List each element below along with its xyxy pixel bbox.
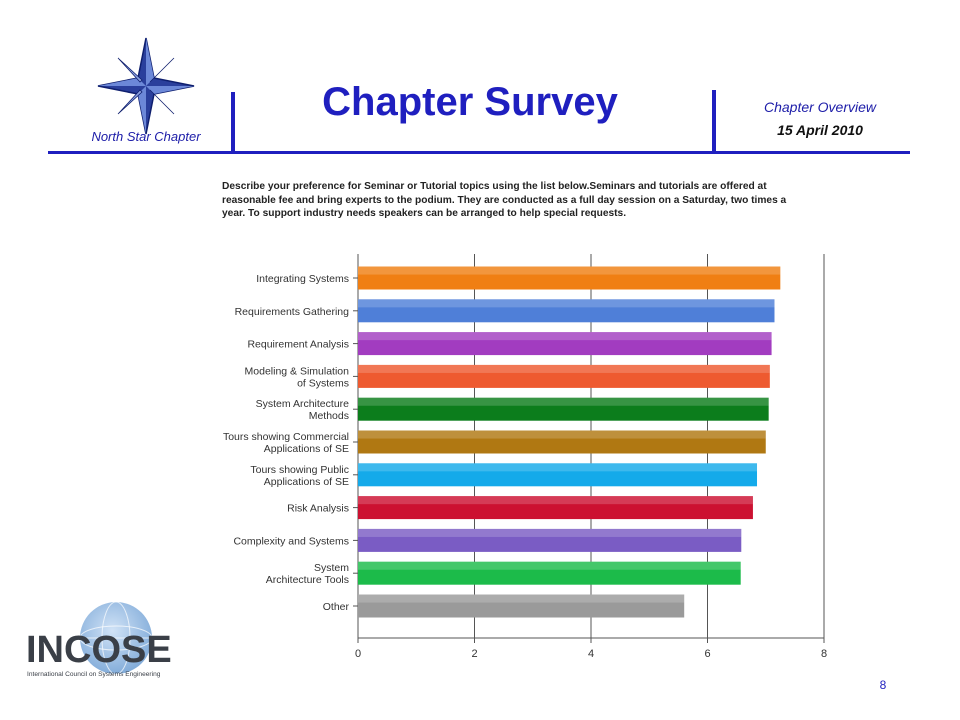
header-divider-right	[712, 90, 716, 152]
category-label: Requirement Analysis	[247, 338, 349, 351]
chapter-name: North Star Chapter	[91, 129, 201, 144]
category-label: Modeling & Simulation of Systems	[244, 365, 349, 390]
category-label: System Architecture Methods	[255, 398, 349, 423]
bar-highlight	[358, 398, 769, 406]
bar-highlight	[358, 431, 766, 439]
incose-logo-text: INCOSE	[26, 629, 172, 671]
category-label: Tours showing Public Applications of SE	[250, 463, 349, 488]
category-label: Integrating Systems	[256, 273, 349, 285]
bar-highlight	[358, 299, 774, 307]
bar-highlight	[358, 332, 772, 340]
bar-highlight	[358, 463, 757, 471]
x-tick-label: 4	[587, 648, 595, 660]
bar-highlight	[358, 529, 741, 537]
category-label: Tours showing Commercial Applications of SE	[222, 431, 349, 455]
chart-question-text: Describe your preference for Seminar or Tutorial topics using the list below.Seminars and tutorials are offered at reasonable fee and bring experts to the podium. They are conducted as a full day session on a Saturday, two times a year. To support industry needs speakers can be arranged to help special requests.	[222, 181, 787, 219]
bar-highlight	[358, 496, 753, 504]
x-tick-label: 0	[354, 648, 362, 660]
x-tick-label: 8	[820, 648, 828, 660]
slide-title: Chapter Survey	[322, 80, 618, 124]
category-label: Risk Analysis	[287, 502, 349, 515]
north-star-logo	[96, 36, 196, 136]
x-tick-label: 6	[704, 648, 711, 660]
header-divider-left	[231, 92, 235, 152]
incose-logo-subtext: International Council on Systems Engineering	[27, 671, 161, 678]
bar-highlight	[358, 595, 684, 603]
bar-highlight	[358, 562, 741, 570]
bar-chart	[200, 238, 840, 668]
category-label: Other	[322, 601, 349, 613]
page-number: 8	[879, 678, 887, 692]
presentation-date: 15 April 2010	[777, 122, 863, 138]
category-label: System Architecture Tools	[265, 562, 349, 587]
chapter-overview-label: Chapter Overview	[763, 99, 877, 115]
bar-highlight	[358, 267, 780, 275]
category-label: Complexity and Systems	[233, 535, 349, 548]
category-label: Requirements Gathering	[234, 305, 349, 318]
bar-highlight	[358, 365, 770, 373]
header-rule	[48, 151, 910, 154]
incose-logo	[24, 600, 184, 696]
x-tick-label: 2	[471, 648, 478, 660]
